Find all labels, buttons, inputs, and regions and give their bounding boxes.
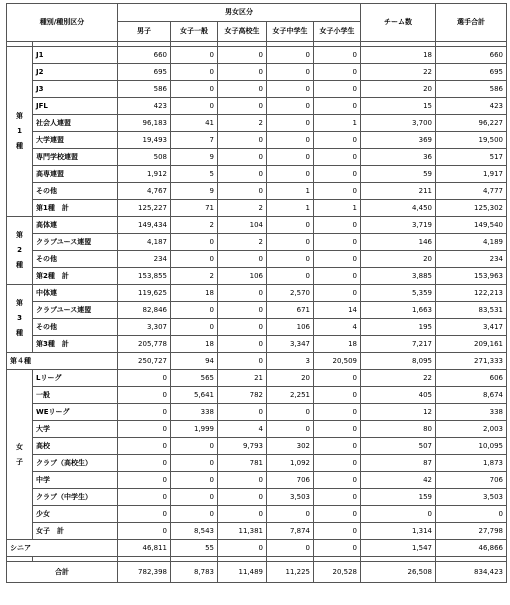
value-cell: 1,092 [267,455,314,472]
team-count-cell: 20 [361,251,436,268]
value-cell: 0 [118,455,171,472]
row-label: Lリーグ [33,370,118,387]
value-cell: 0 [267,217,314,234]
team-count-cell: 4,450 [361,200,436,217]
value-cell: 0 [267,81,314,98]
team-count-cell: 7,217 [361,336,436,353]
players-total-cell: 10,095 [436,438,507,455]
value-cell: 0 [118,387,171,404]
value-cell: 0 [118,421,171,438]
value-cell: 508 [118,149,171,166]
value-cell: 2,251 [267,387,314,404]
header-row [7,4,507,22]
value-cell: 0 [267,149,314,166]
value-cell: 2 [171,217,218,234]
players-total-cell: 1,917 [436,166,507,183]
value-cell: 0 [267,47,314,64]
row-label: WEリーグ [33,404,118,421]
value-cell: 1,999 [171,421,218,438]
value-cell: 565 [171,370,218,387]
team-count-cell: 22 [361,370,436,387]
value-cell: 0 [118,472,171,489]
team-count-cell: 15 [361,98,436,115]
value-cell: 0 [171,319,218,336]
value-cell: 0 [171,455,218,472]
value-cell: 0 [218,404,267,421]
row-label: 第４種 [7,353,118,370]
players-total-cell: 46,866 [436,540,507,557]
players-total-cell: 125,302 [436,200,507,217]
value-cell: 0 [171,98,218,115]
value-cell: 0 [171,251,218,268]
table-row [7,47,507,64]
players-total-cell: 0 [436,506,507,523]
value-cell: 1 [314,115,361,132]
value-cell: 0 [118,438,171,455]
value-cell: 20,528 [314,562,361,583]
table-row [7,472,507,489]
row-label: 高専連盟 [33,166,118,183]
row-label: クラブ（中学生） [33,489,118,506]
row-label: 大学 [33,421,118,438]
value-cell: 18 [314,336,361,353]
table-row [7,166,507,183]
value-cell: 8,543 [171,523,218,540]
row-label: その他 [33,183,118,200]
value-cell: 14 [314,302,361,319]
value-cell: 0 [314,472,361,489]
value-cell: 5,641 [171,387,218,404]
group-label-category-2: 第 2 種 [7,217,33,285]
group-label-women: 女 子 [7,370,33,540]
value-cell: 671 [267,302,314,319]
column-header: 男子 [118,22,171,42]
value-cell: 0 [314,268,361,285]
value-cell: 0 [267,98,314,115]
team-count-cell: 36 [361,149,436,166]
value-cell: 0 [267,421,314,438]
value-cell: 9,793 [218,438,267,455]
table-row [7,183,507,200]
team-count-cell: 18 [361,47,436,64]
value-cell: 0 [171,506,218,523]
table-row [7,455,507,472]
value-cell: 3,347 [267,336,314,353]
value-cell: 20,509 [314,353,361,370]
row-label: 合計 [7,562,118,583]
team-count-cell: 146 [361,234,436,251]
value-cell: 0 [171,81,218,98]
row-label: 高体連 [33,217,118,234]
value-cell: 119,625 [118,285,171,302]
value-cell: 0 [218,183,267,200]
value-cell: 205,778 [118,336,171,353]
team-count-cell: 22 [361,64,436,81]
players-total-cell: 234 [436,251,507,268]
value-cell: 71 [171,200,218,217]
value-cell: 11,225 [267,562,314,583]
value-cell: 0 [314,217,361,234]
team-count-cell: 1,547 [361,540,436,557]
players-total-cell: 153,963 [436,268,507,285]
team-count-cell: 42 [361,472,436,489]
team-count-cell: 159 [361,489,436,506]
row-label: 一般 [33,387,118,404]
value-cell: 0 [218,81,267,98]
team-count-cell: 507 [361,438,436,455]
table-row [7,336,507,353]
players-total-header: 選手合計 [436,4,507,42]
team-count-cell: 80 [361,421,436,438]
value-cell: 0 [267,268,314,285]
value-cell: 0 [314,489,361,506]
table-row [7,268,507,285]
team-count-cell: 369 [361,132,436,149]
value-cell: 586 [118,81,171,98]
value-cell: 1 [314,200,361,217]
team-count-cell: 1,314 [361,523,436,540]
table-row [7,64,507,81]
value-cell: 149,434 [118,217,171,234]
value-cell: 0 [218,251,267,268]
row-label: 少女 [33,506,118,523]
value-cell: 0 [267,115,314,132]
row-label: クラブユース連盟 [33,234,118,251]
value-cell: 2,570 [267,285,314,302]
value-cell: 0 [314,251,361,268]
row-label: その他 [33,251,118,268]
value-cell: 423 [118,98,171,115]
players-total-cell: 586 [436,81,507,98]
value-cell: 18 [171,285,218,302]
value-cell: 660 [118,47,171,64]
players-total-cell: 209,161 [436,336,507,353]
value-cell: 0 [267,166,314,183]
team-count-cell: 211 [361,183,436,200]
team-count-cell: 20 [361,81,436,98]
value-cell: 0 [118,370,171,387]
value-cell: 250,727 [118,353,171,370]
players-total-cell: 83,531 [436,302,507,319]
team-count-cell: 195 [361,319,436,336]
table-row [7,540,507,557]
value-cell: 2 [218,234,267,251]
column-header: 女子小学生 [314,22,361,42]
column-header: 女子一般 [171,22,218,42]
value-cell: 19,493 [118,132,171,149]
team-count-header: チーム数 [361,4,436,42]
players-total-cell: 8,674 [436,387,507,404]
value-cell: 0 [218,47,267,64]
column-header: 女子中学生 [267,22,314,42]
value-cell: 1 [267,183,314,200]
value-cell: 0 [314,183,361,200]
team-count-cell: 5,359 [361,285,436,302]
value-cell: 0 [314,506,361,523]
value-cell: 0 [314,149,361,166]
value-cell: 0 [314,47,361,64]
value-cell: 0 [218,166,267,183]
team-count-cell: 87 [361,455,436,472]
value-cell: 9 [171,183,218,200]
players-total-cell: 606 [436,370,507,387]
row-label: 専門学校連盟 [33,149,118,166]
table-row [7,302,507,319]
table-row [7,132,507,149]
row-label: クラブユース連盟 [33,302,118,319]
grand-total-row [7,562,507,583]
players-total-cell: 96,227 [436,115,507,132]
players-total-cell: 122,213 [436,285,507,302]
table-row [7,523,507,540]
value-cell: 0 [118,523,171,540]
row-label: 中体連 [33,285,118,302]
table-row [7,370,507,387]
value-cell: 0 [314,421,361,438]
value-cell: 7,874 [267,523,314,540]
value-cell: 0 [218,472,267,489]
row-label: 社会人連盟 [33,115,118,132]
row-label: シニア [7,540,118,557]
value-cell: 2 [218,115,267,132]
value-cell: 0 [218,132,267,149]
value-cell: 0 [267,540,314,557]
value-cell: 0 [118,489,171,506]
value-cell: 2 [218,200,267,217]
value-cell: 94 [171,353,218,370]
players-total-cell: 3,503 [436,489,507,506]
value-cell: 0 [314,370,361,387]
players-total-cell: 2,003 [436,421,507,438]
value-cell: 1 [267,200,314,217]
row-label: J3 [33,81,118,98]
table-row [7,115,507,132]
value-cell: 82,846 [118,302,171,319]
table-row [7,387,507,404]
value-cell: 0 [218,336,267,353]
group-label-category-3: 第 3 種 [7,285,33,353]
value-cell: 0 [267,234,314,251]
table-row [7,98,507,115]
value-cell: 0 [118,404,171,421]
value-cell: 0 [118,506,171,523]
value-cell: 0 [314,98,361,115]
players-total-cell: 27,798 [436,523,507,540]
players-total-cell: 4,777 [436,183,507,200]
players-total-cell: 19,500 [436,132,507,149]
row-label: 中学 [33,472,118,489]
value-cell: 0 [314,166,361,183]
value-cell: 0 [218,506,267,523]
value-cell: 21 [218,370,267,387]
value-cell: 8,783 [171,562,218,583]
value-cell: 11,381 [218,523,267,540]
value-cell: 7 [171,132,218,149]
row-label: 第3種 計 [33,336,118,353]
players-total-cell: 423 [436,98,507,115]
players-total-cell: 149,540 [436,217,507,234]
value-cell: 0 [171,489,218,506]
table-row [7,285,507,302]
value-cell: 153,855 [118,268,171,285]
players-total-cell: 660 [436,47,507,64]
row-label: J2 [33,64,118,81]
value-cell: 0 [267,506,314,523]
value-cell: 0 [218,64,267,81]
team-count-cell: 8,095 [361,353,436,370]
value-cell: 4 [218,421,267,438]
value-cell: 0 [218,149,267,166]
row-label: 第1種 計 [33,200,118,217]
value-cell: 46,811 [118,540,171,557]
value-cell: 104 [218,217,267,234]
value-cell: 0 [314,285,361,302]
group-label-category-1: 第 1 種 [7,47,33,217]
row-label: 大学連盟 [33,132,118,149]
players-total-cell: 695 [436,64,507,81]
team-count-cell: 59 [361,166,436,183]
value-cell: 0 [171,47,218,64]
value-cell: 0 [314,81,361,98]
players-total-cell: 834,423 [436,562,507,583]
value-cell: 2 [171,268,218,285]
row-label: 女子 計 [33,523,118,540]
value-cell: 706 [267,472,314,489]
value-cell: 0 [171,472,218,489]
value-cell: 4,187 [118,234,171,251]
value-cell: 302 [267,438,314,455]
value-cell: 0 [314,540,361,557]
value-cell: 96,183 [118,115,171,132]
players-total-cell: 4,189 [436,234,507,251]
value-cell: 0 [218,285,267,302]
category-header: 種別/種別区分 [7,4,118,42]
value-cell: 0 [171,64,218,81]
gender-division-header: 男女区分 [118,4,361,22]
row-label: J1 [33,47,118,64]
players-total-cell: 517 [436,149,507,166]
value-cell: 234 [118,251,171,268]
value-cell: 0 [218,353,267,370]
value-cell: 0 [314,132,361,149]
value-cell: 4,767 [118,183,171,200]
value-cell: 782,398 [118,562,171,583]
value-cell: 3,307 [118,319,171,336]
players-total-cell: 271,333 [436,353,507,370]
team-count-cell: 26,508 [361,562,436,583]
value-cell: 0 [314,387,361,404]
table-row [7,319,507,336]
value-cell: 0 [171,438,218,455]
table-row [7,200,507,217]
table-row [7,81,507,98]
row-label: JFL [33,98,118,115]
row-label: 高校 [33,438,118,455]
table-row [7,353,507,370]
value-cell: 4 [314,319,361,336]
value-cell: 0 [314,404,361,421]
value-cell: 782 [218,387,267,404]
team-count-cell: 0 [361,506,436,523]
players-total-cell: 1,873 [436,455,507,472]
value-cell: 0 [267,132,314,149]
value-cell: 20 [267,370,314,387]
value-cell: 18 [171,336,218,353]
value-cell: 106 [267,319,314,336]
value-cell: 0 [218,540,267,557]
value-cell: 0 [218,98,267,115]
table-row [7,404,507,421]
table-row [7,489,507,506]
value-cell: 0 [314,64,361,81]
value-cell: 338 [171,404,218,421]
value-cell: 0 [218,319,267,336]
row-label: その他 [33,319,118,336]
value-cell: 11,489 [218,562,267,583]
table-row [7,421,507,438]
value-cell: 0 [171,302,218,319]
value-cell: 1,912 [118,166,171,183]
table-row [7,234,507,251]
value-cell: 0 [267,64,314,81]
team-count-cell: 1,663 [361,302,436,319]
row-label: 第2種 計 [33,268,118,285]
value-cell: 125,227 [118,200,171,217]
table-row [7,149,507,166]
column-header: 女子高校生 [218,22,267,42]
players-total-cell: 706 [436,472,507,489]
value-cell: 3 [267,353,314,370]
team-count-cell: 3,719 [361,217,436,234]
value-cell: 55 [171,540,218,557]
value-cell: 3,503 [267,489,314,506]
value-cell: 695 [118,64,171,81]
players-total-cell: 3,417 [436,319,507,336]
value-cell: 0 [218,489,267,506]
team-count-cell: 405 [361,387,436,404]
value-cell: 0 [314,234,361,251]
table-row [7,438,507,455]
value-cell: 9 [171,149,218,166]
table-row [7,217,507,234]
table-row [7,251,507,268]
value-cell: 5 [171,166,218,183]
value-cell: 106 [218,268,267,285]
value-cell: 0 [314,455,361,472]
registration-table [6,3,507,583]
value-cell: 0 [314,438,361,455]
value-cell: 0 [267,404,314,421]
team-count-cell: 3,885 [361,268,436,285]
value-cell: 0 [218,302,267,319]
team-count-cell: 3,700 [361,115,436,132]
value-cell: 781 [218,455,267,472]
value-cell: 0 [314,523,361,540]
value-cell: 0 [267,251,314,268]
team-count-cell: 12 [361,404,436,421]
row-label: クラブ（高校生） [33,455,118,472]
value-cell: 0 [171,234,218,251]
value-cell: 41 [171,115,218,132]
table-row [7,506,507,523]
players-total-cell: 338 [436,404,507,421]
